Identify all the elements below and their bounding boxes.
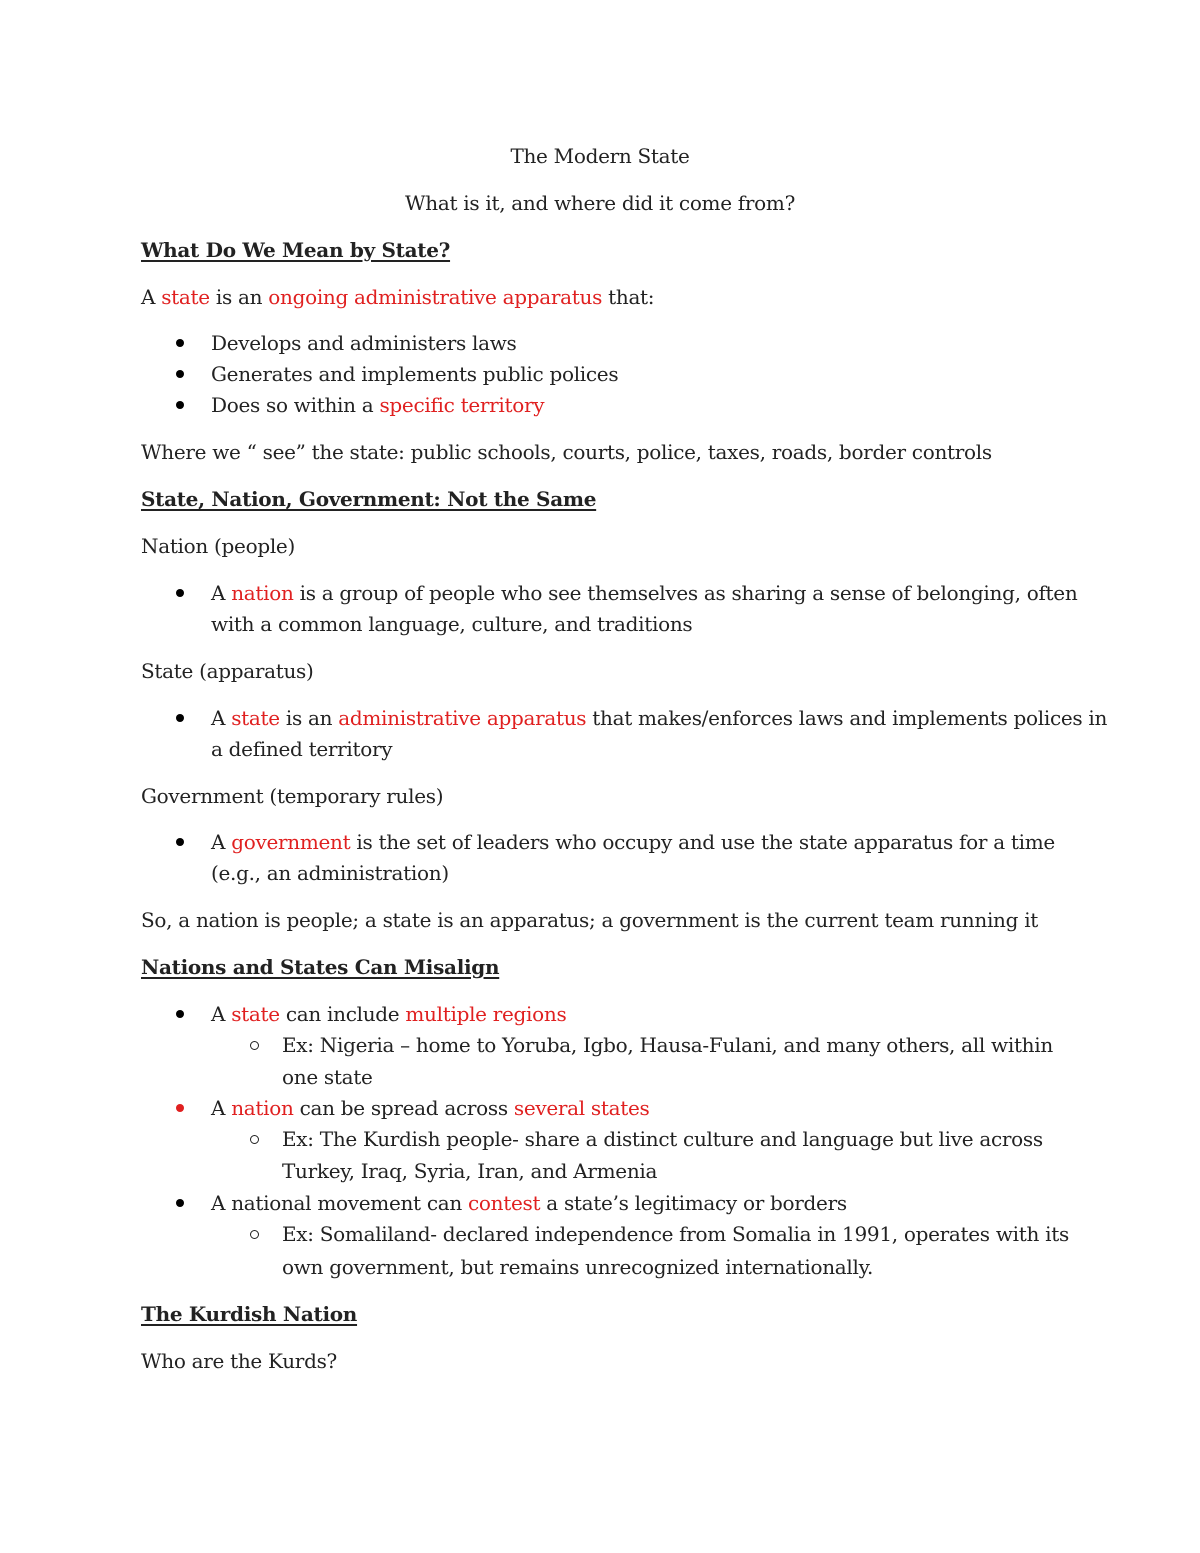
- nation-definition-cont: with a common language, culture, and traditions: [211, 612, 693, 636]
- sub-list-item: Ex: Somaliland- declared independence from Somalia in 1991, operates with its: [282, 1222, 1069, 1246]
- state-definition-intro: [141, 287, 654, 307]
- state-definition-cont: a defined territory: [211, 737, 393, 761]
- text: can be spread across: [293, 1096, 514, 1120]
- bullet-icon: [176, 1010, 184, 1018]
- sub-list-item-cont: Turkey, Iraq, Syria, Iran, and Armenia: [282, 1159, 658, 1183]
- government-label: Government (temporary rules): [141, 784, 444, 808]
- text: A: [141, 285, 162, 309]
- text: is the set of leaders who occupy and use the state apparatus for a time: [350, 830, 1055, 854]
- nation-label: Nation (people): [141, 534, 295, 558]
- circle-bullet-icon: [250, 1135, 259, 1144]
- text: can include: [279, 1002, 406, 1026]
- highlight-term: state: [161, 285, 210, 309]
- highlight-term: specific territory: [379, 393, 545, 417]
- highlight-term: state: [231, 706, 280, 730]
- government-definition-cont: (e.g., an administration): [211, 861, 449, 885]
- highlight-term: several states: [513, 1096, 650, 1120]
- circle-bullet-icon: [250, 1230, 259, 1239]
- list-item: Develops and administers laws: [211, 331, 517, 355]
- highlight-term: government: [231, 830, 351, 854]
- text: A: [211, 706, 232, 730]
- sub-list-item-cont: own government, but remains unrecognized internationally.: [282, 1255, 874, 1279]
- sub-list-item: Ex: Nigeria – home to Yoruba, Igbo, Hausa-Fulani, and many others, all within: [282, 1033, 1053, 1057]
- where-we-see-state: Where we “ see” the state: public schools, courts, police, taxes, roads, border controls: [141, 440, 992, 464]
- state-label: State (apparatus): [141, 659, 314, 683]
- list-item: [211, 395, 544, 415]
- sub-list-item: Ex: The Kurdish people- share a distinct culture and language but live across: [282, 1127, 1043, 1151]
- text: A: [211, 830, 232, 854]
- text: A: [211, 581, 232, 605]
- nation-definition: [211, 583, 1077, 603]
- kurds-question: Who are the Kurds?: [141, 1349, 337, 1373]
- highlight-term: multiple regions: [405, 1002, 567, 1026]
- document-title: The Modern State: [510, 144, 690, 168]
- government-definition: [211, 832, 1055, 852]
- text: that makes/enforces laws and implements polices in: [586, 706, 1108, 730]
- text: A: [211, 1002, 232, 1026]
- section-heading-kurdish-nation: The Kurdish Nation: [141, 1302, 358, 1326]
- bullet-icon: [176, 1104, 184, 1112]
- list-item: [211, 1193, 847, 1213]
- section-heading-state-meaning: What Do We Mean by State?: [141, 238, 451, 262]
- bullet-icon: [176, 1199, 184, 1207]
- bullet-icon: [176, 370, 184, 378]
- text: A: [211, 1096, 232, 1120]
- bullet-icon: [176, 838, 184, 846]
- list-item: [211, 1004, 566, 1024]
- summary-sentence: So, a nation is people; a state is an apparatus; a government is the current team running it: [141, 908, 1039, 932]
- sub-list-item-cont: one state: [282, 1065, 373, 1089]
- text: is an: [279, 706, 339, 730]
- section-heading-not-the-same: State, Nation, Government: Not the Same: [141, 487, 597, 511]
- text: A national movement can: [211, 1191, 469, 1215]
- text: Does so within a: [211, 393, 380, 417]
- highlight-term: nation: [231, 581, 294, 605]
- text: is an: [209, 285, 269, 309]
- document-subtitle: What is it, and where did it come from?: [404, 191, 796, 215]
- bullet-icon: [176, 401, 184, 409]
- highlight-term: state: [231, 1002, 280, 1026]
- bullet-icon: [176, 589, 184, 597]
- highlight-term: ongoing administrative apparatus: [268, 285, 603, 309]
- circle-bullet-icon: [250, 1041, 259, 1050]
- text: is a group of people who see themselves as sharing a sense of belonging, often: [293, 581, 1078, 605]
- highlight-term: nation: [231, 1096, 294, 1120]
- list-item: Generates and implements public polices: [211, 362, 619, 386]
- highlight-term: contest: [468, 1191, 541, 1215]
- section-heading-misalign: Nations and States Can Misalign: [141, 955, 500, 979]
- text: a state’s legitimacy or borders: [540, 1191, 847, 1215]
- list-item: [211, 1098, 650, 1118]
- state-definition: [211, 708, 1107, 728]
- highlight-term: administrative apparatus: [338, 706, 587, 730]
- text: that:: [602, 285, 655, 309]
- bullet-icon: [176, 339, 184, 347]
- bullet-icon: [176, 714, 184, 722]
